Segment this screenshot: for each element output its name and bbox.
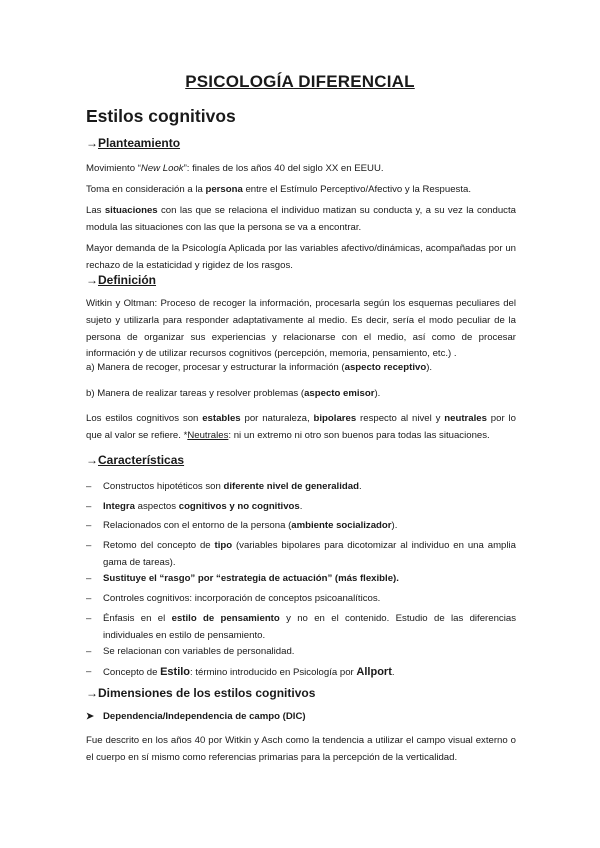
paragraph-dic-description: Fue descrito en los años 40 por Witkin y Asch como la tendencia a utilizar el campo visual externo o el cuerpo en sí mismo como referencias primarias para la percepción de la verticalidad.	[86, 735, 516, 763]
list-item: – Énfasis en el estilo de pensamiento y no en el contenido. Estudio de las diferencias individuales en estilo de pensamiento.	[86, 613, 516, 641]
arrow-icon: →	[86, 453, 98, 467]
paragraph-aspecto-receptivo: a) Manera de recoger, procesar y estructurar la información (aspecto receptivo).	[86, 362, 433, 373]
paragraph-demanda: Mayor demanda de la Psicología Aplicada por las variables afectivo/dinámicas, acompañadas por un rechazo de la estaticidad y rigidez de los rasgos.	[86, 243, 516, 271]
section-title: Estilos cognitivos	[86, 106, 236, 126]
heading-planteamiento: →Planteamiento	[86, 136, 181, 150]
list-item: – Retomo del concepto de tipo (variables bipolares para dicotomizar al individuo en una amplia gama de tareas).	[86, 540, 516, 568]
list-item: – Integra aspectos cognitivos y no cognitivos.	[86, 501, 303, 512]
paragraph-new-look: Movimiento “New Look”: finales de los años 40 del siglo XX en EEUU.	[86, 163, 384, 174]
bullet-dic: ➤ Dependencia/Independencia de campo (DIC)	[86, 709, 306, 726]
arrow-icon: →	[86, 136, 98, 150]
paragraph-situaciones: Las situaciones con las que se relaciona el individuo matizan su conducta y, a su vez la conducta modula las situaciones con las que la persona se va a encontrar.	[86, 205, 516, 233]
list-item: – Se relacionan con variables de personalidad.	[86, 646, 295, 657]
list-item: – Constructos hipotéticos son diferente nivel de generalidad.	[86, 481, 362, 492]
heading-dimensiones: →Dimensiones de los estilos cognitivos	[86, 686, 316, 700]
arrow-icon: →	[86, 686, 98, 700]
list-item: – Sustituye el “rasgo” por “estrategia de actuación” (más flexible).	[86, 573, 399, 584]
paragraph-persona: Toma en consideración a la persona entre el Estímulo Perceptivo/Afectivo y la Respuesta.	[86, 184, 472, 195]
paragraph-estables-bipolares: Los estilos cognitivos son estables por naturaleza, bipolares respecto al nivel y neutrales por lo que al valor se refiere. *Neutrales: ni un extremo ni otro son buenos para todas las situaciones.	[86, 413, 516, 441]
list-item: – Controles cognitivos: incorporación de conceptos psicoanalíticos.	[86, 593, 381, 604]
paragraph-aspecto-emisor: b) Manera de realizar tareas y resolver problemas (aspecto emisor).	[86, 388, 381, 399]
page-title: PSICOLOGÍA DIFERENCIAL	[185, 72, 415, 91]
heading-definicion: →Definición	[86, 273, 157, 287]
heading-caracteristicas: →Características	[86, 453, 185, 467]
arrow-bullet-icon: ➤	[86, 711, 95, 722]
arrow-icon: →	[86, 273, 98, 287]
list-item: – Concepto de Estilo: término introducido en Psicología por Allport.	[86, 666, 395, 678]
paragraph-witkin-oltman: Witkin y Oltman: Proceso de recoger la información, procesarla según los esquemas peculiares del sujeto y utilizarla para responder adaptativamente al medio. Es decir, sería el modo peculiar de la persona de organizar sus experiencias y relacionarse con el medio, así como de procesar información y de utilizar recursos cognitivos (percepción, memoria, pensamiento, etc.) .	[86, 298, 516, 360]
list-item: – Relacionados con el entorno de la persona (ambiente socializador).	[86, 520, 398, 531]
